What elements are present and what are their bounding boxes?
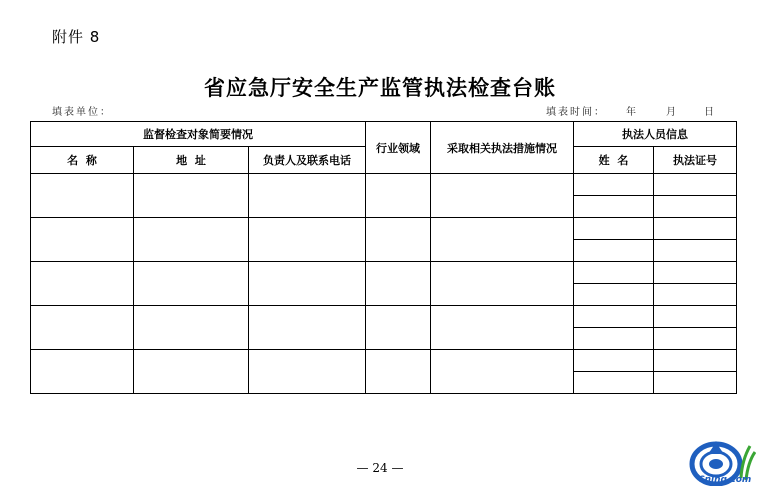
officer-cell [654,328,737,350]
industry-header: 行业领域 [366,122,431,174]
cert-header: 执法证号 [654,147,737,174]
officer-cell [654,284,737,306]
table-cell [134,174,249,218]
table-cell [249,350,366,394]
table-cell [431,350,574,394]
officer-cell [574,240,654,262]
group-officer-header: 执法人员信息 [574,122,737,147]
table-cell [134,218,249,262]
officer-cell [574,372,654,394]
table-row [31,306,737,328]
table-cell [431,218,574,262]
officer-cell [654,350,737,372]
month-label: 月 [666,107,676,118]
table-cell [31,306,134,350]
table-cell [249,262,366,306]
table-cell [249,306,366,350]
officer-cell [574,284,654,306]
table-cell [366,174,431,218]
table-cell [249,174,366,218]
table-cell [431,174,574,218]
officer-cell [574,196,654,218]
officer-cell [654,306,737,328]
table-row [31,350,737,372]
page-number: — 24 — [356,461,404,475]
year-label: 年 [626,107,636,118]
officer-cell [574,218,654,240]
table-cell [31,218,134,262]
officer-cell [574,306,654,328]
officer-cell [654,196,737,218]
table-cell [134,262,249,306]
fill-time-label: 填表时间： [546,107,606,118]
table-cell [431,262,574,306]
table-cell [134,350,249,394]
contact-header: 负责人及联系电话 [249,147,366,174]
officer-cell [654,174,737,196]
table-cell [366,306,431,350]
officer-cell [654,218,737,240]
group-subject-header: 监督检查对象简要情况 [31,122,366,147]
inspection-ledger-table [30,121,737,394]
table-cell [366,218,431,262]
table-cell [366,262,431,306]
officer-cell [654,262,737,284]
attachment-label: 附件 8 [52,28,101,46]
table-cell [31,350,134,394]
table-cell [31,174,134,218]
officer-cell [574,350,654,372]
table-row [31,262,737,284]
table-row [31,174,737,196]
table-cell [431,306,574,350]
page-title: 省应急厅安全生产监管执法检查台账 [204,75,556,100]
address-header: 地 址 [134,147,249,174]
table-cell [249,218,366,262]
table-row [31,218,737,240]
fill-unit-label: 填表单位： [52,107,112,118]
officer-name-header: 姓 名 [574,147,654,174]
officer-cell [654,240,737,262]
logo-text: Cnlng.com [698,475,752,485]
fill-time-row [546,103,714,118]
table-cell [134,306,249,350]
table-cell [31,262,134,306]
table-cell [366,350,431,394]
measures-header: 采取相关执法措施情况 [431,122,574,174]
officer-cell [574,328,654,350]
table-body [31,174,737,394]
officer-cell [574,174,654,196]
name-header: 名 称 [31,147,134,174]
officer-cell [574,262,654,284]
day-label: 日 [704,107,714,118]
officer-cell [654,372,737,394]
